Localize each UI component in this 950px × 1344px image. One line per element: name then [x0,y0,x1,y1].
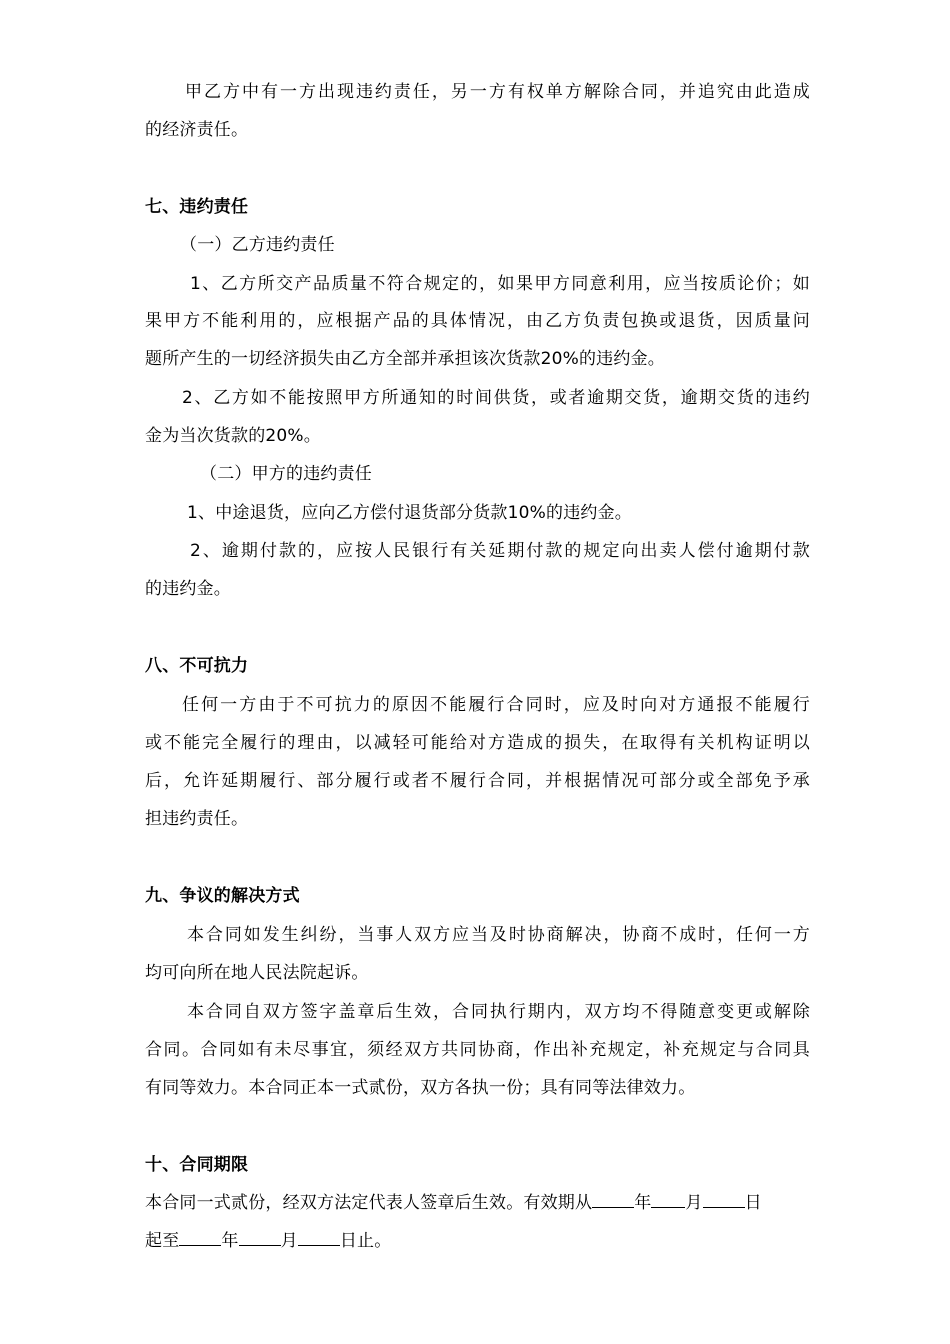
start-month-field[interactable] [651,1191,685,1208]
term-line-1 [145,1191,810,1215]
section-7-sub1-heading: （一）乙方违约责任 [180,235,335,255]
section-7-sub2-item2-line-2: 的违约金。 [145,579,231,599]
end-year-field[interactable] [179,1229,221,1246]
end-day-field[interactable] [298,1229,340,1246]
section-9-heading: 九、争议的解决方式 [145,886,300,906]
intro-line-2: 的经济责任。 [145,120,249,140]
day-label: 日 [744,1193,762,1213]
section-8-line-4: 担违约责任。 [145,809,249,829]
term-line-2-text: 起至 [145,1231,180,1251]
section-7-sub2-heading: （二）甲方的违约责任 [200,464,372,484]
section-8-line-2: 或不能完全履行的理由，以减轻可能给对方造成的损失，在取得有关机构证明以 [145,733,810,753]
section-7-sub1-item1-line-2: 果甲方不能利用的，应根据产品的具体情况，由乙方负责包换或退货，因质量问 [145,311,810,331]
section-8-heading: 八、不可抗力 [145,656,249,676]
section-9-para2-line-1: 本合同自双方签字盖章后生效，合同执行期内，双方均不得随意变更或解除 [187,1002,810,1022]
section-8-line-3: 后，允许延期履行、部分履行或者不履行合同，并根据情况可部分或全部免予承 [145,771,810,791]
start-year-field[interactable] [592,1191,634,1208]
section-7-heading: 七、违约责任 [145,197,249,217]
month-label: 月 [685,1193,703,1213]
section-9-para1-line-1: 本合同如发生纠纷，当事人双方应当及时协商解决，协商不成时，任何一方 [187,925,810,945]
section-7-sub2-item1: 1、中途退货，应向乙方偿付退货部分货款10%的违约金。 [187,503,632,523]
section-7-sub2-item2-line-1: 2、逾期付款的，应按人民银行有关延期付款的规定向出卖人偿付逾期付款 [190,541,810,561]
end-month-field[interactable] [239,1229,281,1246]
section-10-heading: 十、合同期限 [145,1155,249,1175]
month-label: 月 [280,1231,298,1251]
section-7-sub1-item1-line-3: 题所产生的一切经济损失由乙方全部并承担该次货款20%的违约金。 [145,349,665,369]
section-7-sub1-item2-line-2: 金为当次货款的20%。 [145,426,321,446]
start-day-field[interactable] [703,1191,745,1208]
end-label: 日止。 [339,1231,392,1251]
intro-line-1: 甲乙方中有一方出现违约责任，另一方有权单方解除合同，并追究由此造成 [185,82,810,102]
section-9-para1-line-2: 均可向所在地人民法院起诉。 [145,963,369,983]
term-line-2 [145,1229,810,1253]
section-7-sub1-item1-line-1: 1、乙方所交产品质量不符合规定的，如果甲方同意利用，应当按质论价；如 [190,274,810,294]
section-8-line-1: 任何一方由于不可抗力的原因不能履行合同时，应及时向对方通报不能履行 [182,695,810,715]
section-7-sub1-item2-line-1: 2、乙方如不能按照甲方所通知的时间供货，或者逾期交货，逾期交货的违约 [182,388,810,408]
term-line-1-text: 本合同一式贰份，经双方法定代表人签章后生效。有效期从 [145,1193,593,1213]
year-label: 年 [221,1231,239,1251]
section-9-para2-line-3: 有同等效力。本合同正本一式贰份，双方各执一份；具有同等法律效力。 [145,1078,696,1098]
section-9-para2-line-2: 合同。合同如有未尽事宜，须经双方共同协商，作出补充规定，补充规定与合同具 [145,1040,810,1060]
year-label: 年 [634,1193,652,1213]
